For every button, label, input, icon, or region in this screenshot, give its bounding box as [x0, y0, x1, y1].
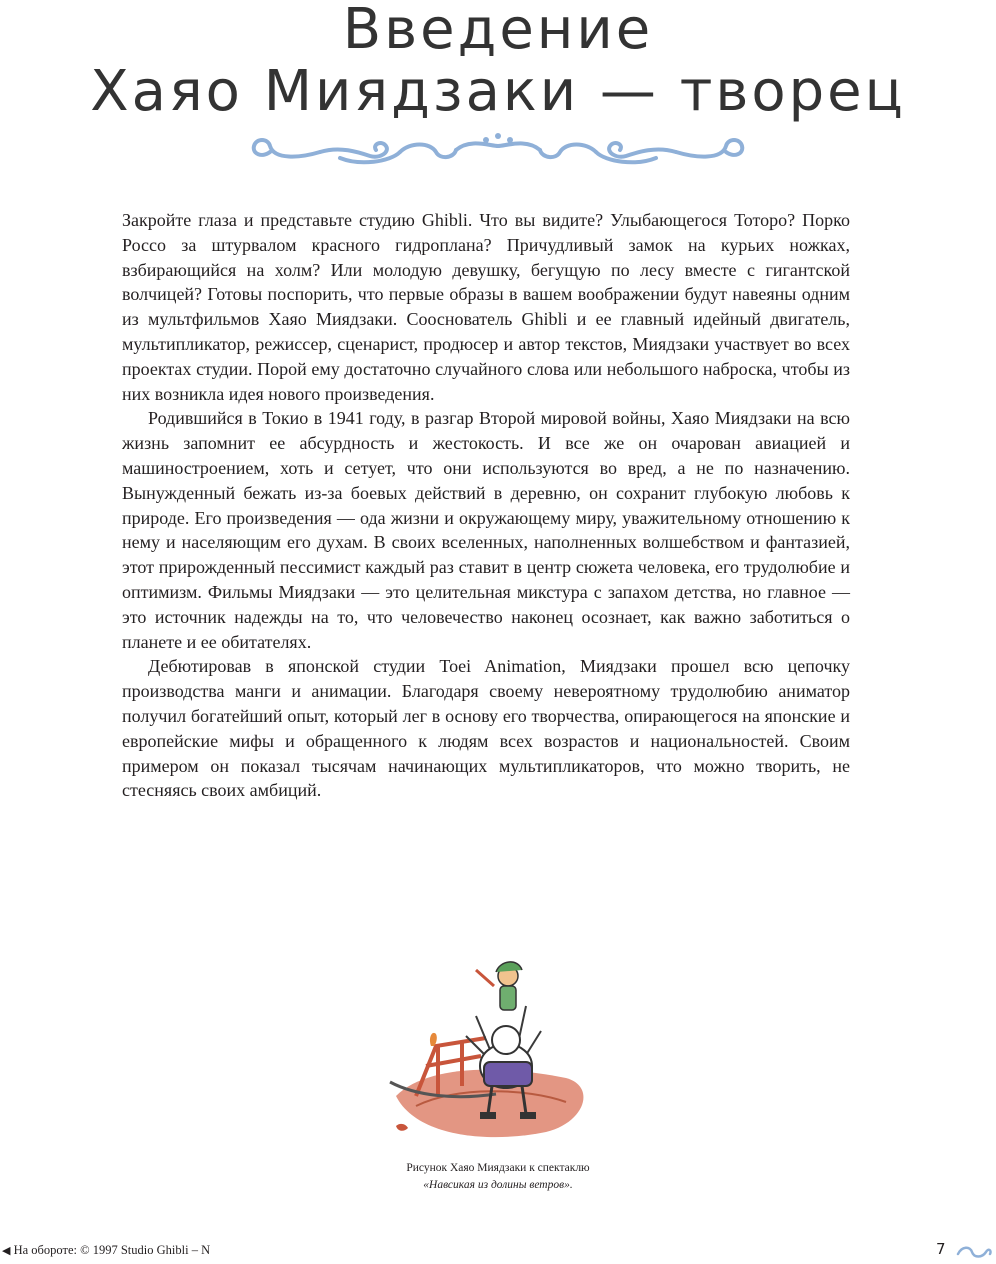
footer-note-text: На обороте: © 1997 Studio Ghibli – N [13, 1243, 211, 1257]
chapter-title: Введение [342, 0, 654, 62]
illustration-caption [300, 1160, 696, 1194]
chapter-subtitle: Хаяо Миядзаки — творец [90, 59, 906, 124]
swirl-ornament-icon [956, 1244, 994, 1260]
left-arrow-icon: ◀ [2, 1245, 11, 1257]
caption-line: Рисунок Хаяо Миядзаки к спектаклю [406, 1162, 590, 1174]
paragraph: Родившийся в Токио в 1941 году, в разгар Второй мировой войны, Хаяо Миядзаки на всю жизнь запомнит ее абсурдность и жестокость. И все же он очарован авиацией и машиностроением, хоть и сетует, что они используются во вред, а не по назначению. Вынужденный бежать из-за боевых действий в деревню, он сохранит глубокую любовь к природе. Его произведения — ода жизни и окружающему миру, уважительному отношению к нему и населяющим его духам. В своих вселенных, наполненных волшебством и фантазией, этот прирожденный пессимист каждый раз ставит в центр сюжета человека, его трудолюбие и оптимизм. Фильмы Миядзаки — это целительная микстура с запахом детства, но главное — это источник надежды на то, что человечество наконец осознает, как важно заботиться о планете и ее обитателях. [122, 408, 850, 652]
miyazaki-sketch-illustration [376, 946, 616, 1146]
body-text [122, 208, 850, 803]
paragraph: Закройте глаза и представьте студию Ghibli. Что вы видите? Улыбающегося Тоторо? Порко Россо за штурвалом красного гидроплана? Причудливый замок на курьих ножках, взбирающийся на холм? Или молодую девушку, бегущую по лесу вместе с гигантской волчицей? Готовы поспорить, что первые образы в вашем воображении будут навеяны одним из мультфильмов Хаяо Миядзаки. Сооснователь Ghibli и ее главный идейный двигатель, мультипликатор, режиссер, сценарист, продюсер и автор текстов, Миядзаки участвует во всех проектах студии. Порой ему достаточно случайного слова или небольшого наброска, чтобы из них возникла идея нового произведения. [122, 210, 850, 404]
footer-note [2, 1243, 210, 1258]
flourish-ornament [240, 128, 756, 172]
caption-title: «Навсикая из долины ветров». [423, 1179, 573, 1191]
paragraph: Дебютировав в японской студии Toei Animation, Миядзаки прошел всю цепочку производства манги и анимации. Благодаря своему невероятному трудолюбию аниматор получил богатейший опыт, который лег в основу его творчества, опирающегося на японские и европейские мифы и обращенного к людям всех возрастов и национальностей. Своим примером он показал тысячам начинающих мультипликаторов, что можно творить, не стесняясь своих амбиций. [122, 656, 850, 801]
page-number: 7 [936, 1240, 946, 1258]
